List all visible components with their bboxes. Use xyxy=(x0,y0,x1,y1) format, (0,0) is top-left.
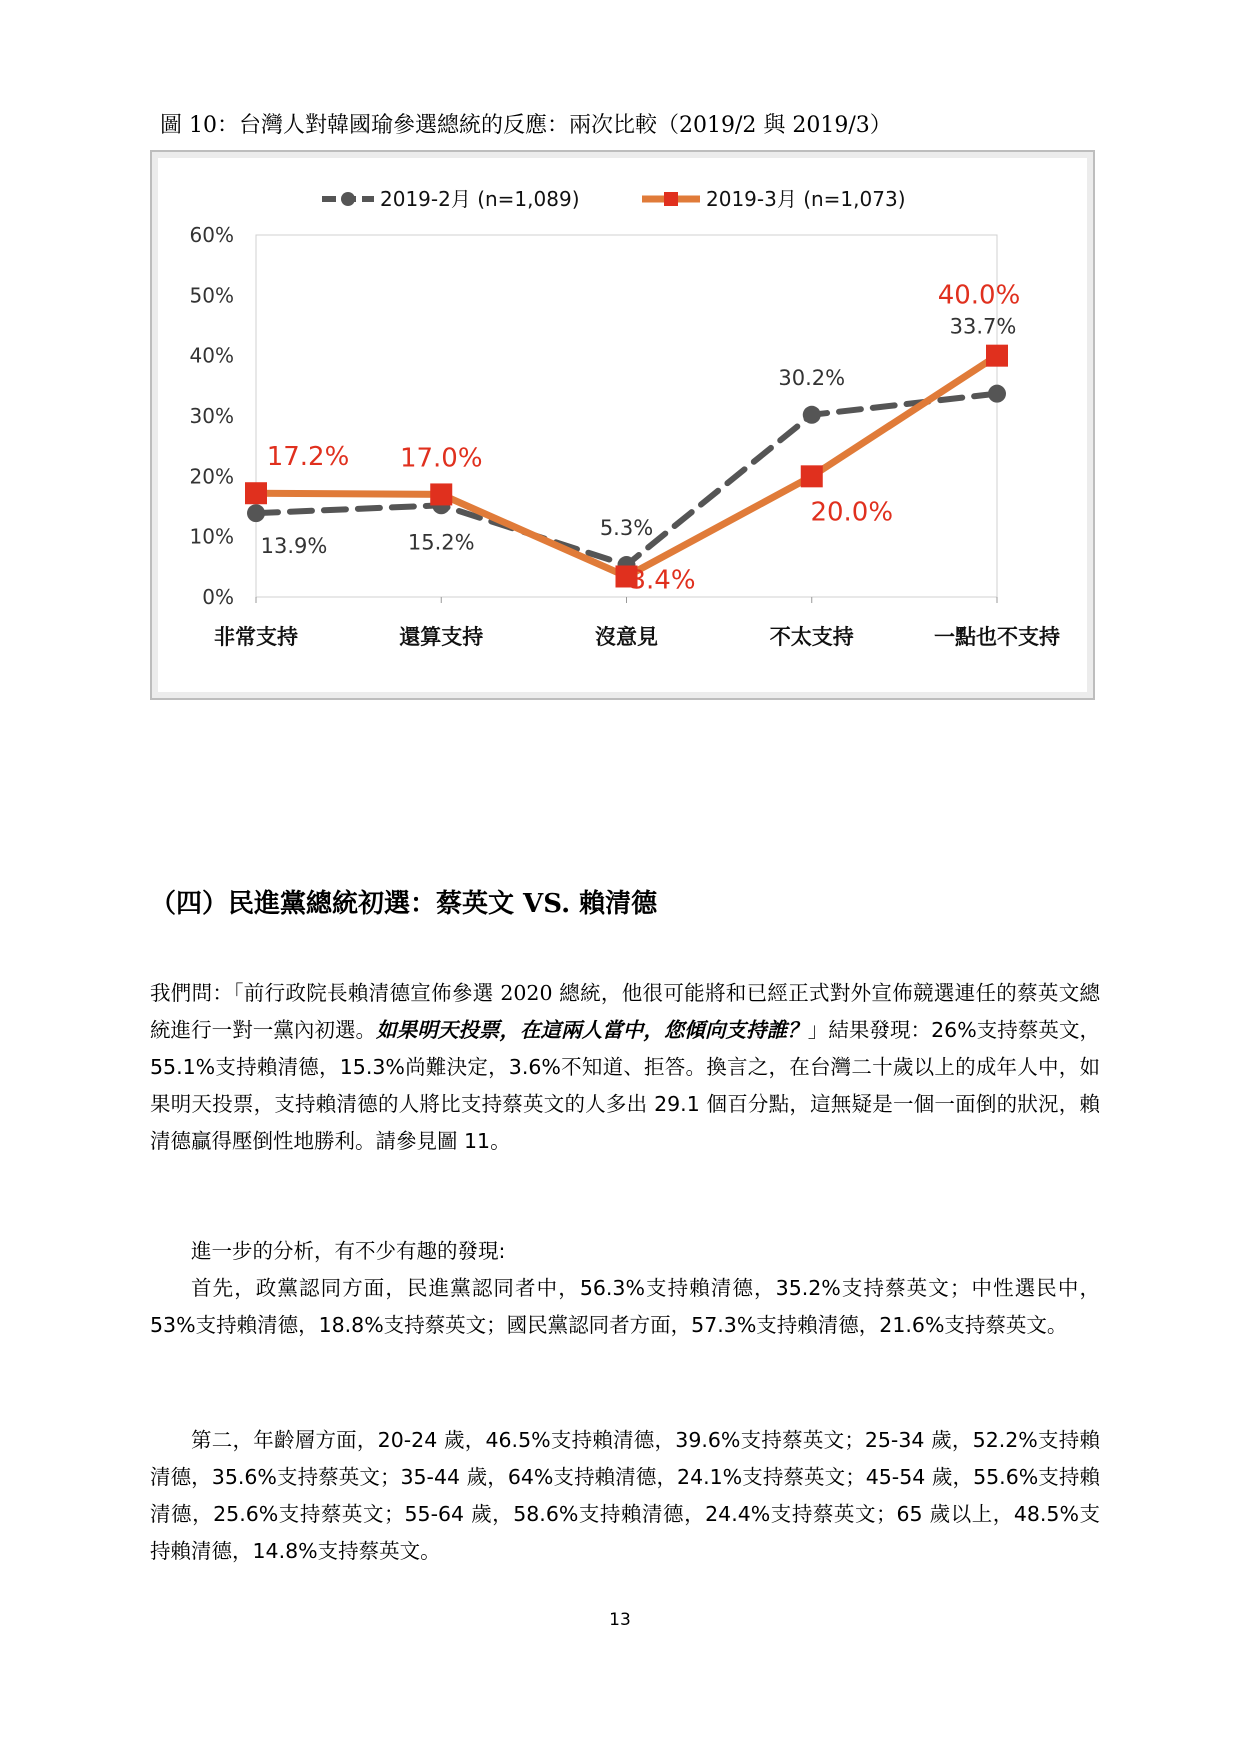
data-label-feb: 13.9% xyxy=(260,534,328,559)
y-tick-label: 10% xyxy=(189,524,234,549)
data-label-mar: 17.0% xyxy=(399,443,483,474)
x-tick-label: 沒意見 xyxy=(595,625,658,649)
question-intro: 我們問：「 xyxy=(150,981,244,1005)
series-line-mar xyxy=(256,356,997,577)
paragraph-further-analysis: 進一步的分析，有不少有趣的發現: xyxy=(191,1239,506,1263)
plot-area xyxy=(256,235,997,597)
paragraph-question xyxy=(150,975,1100,1160)
line-chart xyxy=(150,150,1095,700)
legend-label-mar: 2019-3月 (n=1,073) xyxy=(706,187,906,211)
figure-caption: 圖 10：台灣人對韓國瑜參選總統的反應：兩次比較（2019/2 與 2019/3） xyxy=(160,113,892,138)
question-emphasis: 如果明天投票，在這兩人當中，您傾向支持誰？ xyxy=(376,1018,808,1042)
result-text: 結果發現：26%支持蔡英文，55.1%支持賴清德，15.3%尚難決定，3.6%不知道、拒答。換言之，在台灣二十歲以上的成年人中，如果明天投票，支持賴清德的人將比支持蔡英文的人多出 29.1 個百分點，這無疑是一個一面倒的狀況，賴清德贏得壓倒性地勝利。請參見圖 11。 xyxy=(150,1018,1100,1153)
paragraph-age-group: 第二，年齡層方面，20-24 歲，46.5%支持賴清德，39.6%支持蔡英文；25-34 歲，52.2%支持賴清德，35.6%支持蔡英文；35-44 歲，64%支持賴清德，24.1%支持蔡英文；45-54 歲，55.6%支持賴清德，25.6%支持蔡英文；55-64 歲，58.6%支持賴清德，24.4%支持蔡英文；65 歲以上，48.5%支持賴清德，14.8%支持蔡英文。 xyxy=(150,1428,1100,1563)
series-point-mar xyxy=(801,465,823,487)
data-label-feb: 30.2% xyxy=(778,365,846,390)
y-tick-label: 40% xyxy=(189,343,234,368)
legend-marker-mar xyxy=(664,192,678,206)
series-point-mar xyxy=(245,482,267,504)
x-tick-label: 非常支持 xyxy=(214,625,298,649)
y-tick-label: 50% xyxy=(189,283,234,308)
data-label-feb: 15.2% xyxy=(407,530,475,555)
x-tick-label: 一點也不支持 xyxy=(934,625,1060,649)
data-label-feb: 5.3% xyxy=(599,516,654,541)
series-point-feb xyxy=(247,504,265,522)
data-label-mar: 20.0% xyxy=(810,497,894,528)
y-tick-label: 20% xyxy=(189,464,234,489)
series-point-mar xyxy=(986,345,1008,367)
question-close: 」 xyxy=(807,1018,829,1042)
data-label-feb: 33.7% xyxy=(949,314,1017,339)
data-label-mar: 3.4% xyxy=(629,565,696,596)
data-label-mar: 17.2% xyxy=(266,442,350,473)
section-heading: （四）民進黨總統初選：蔡英文 VS. 賴清德 xyxy=(150,889,658,919)
page-number: 13 xyxy=(609,1610,631,1630)
question-quote: 前行政院長賴清德宣佈參選 2020 總統，他很可能將和已經正式對外宣佈競選連任的蔡英文總統進行一對一黨內初選。 xyxy=(150,981,1101,1042)
y-tick-label: 30% xyxy=(189,404,234,428)
legend-label-feb: 2019-2月 (n=1,089) xyxy=(380,187,580,211)
x-tick-label: 不太支持 xyxy=(769,625,854,649)
legend-marker-feb xyxy=(341,192,355,206)
y-tick-label: 60% xyxy=(189,223,234,247)
y-tick-label: 0% xyxy=(202,585,234,609)
data-label-mar: 40.0% xyxy=(937,280,1021,311)
x-tick-label: 還算支持 xyxy=(399,625,484,649)
chart-canvas xyxy=(152,152,1097,702)
paragraph-party-id: 首先，政黨認同方面，民進黨認同者中，56.3%支持賴清德，35.2%支持蔡英文；中性選民中，53%支持賴清德，18.8%支持蔡英文；國民黨認同者方面，57.3%支持賴清德，21.6%支持蔡英文。 xyxy=(150,1276,1100,1337)
series-point-feb xyxy=(803,406,821,424)
series-point-feb xyxy=(988,385,1006,403)
series-point-mar xyxy=(430,483,452,505)
